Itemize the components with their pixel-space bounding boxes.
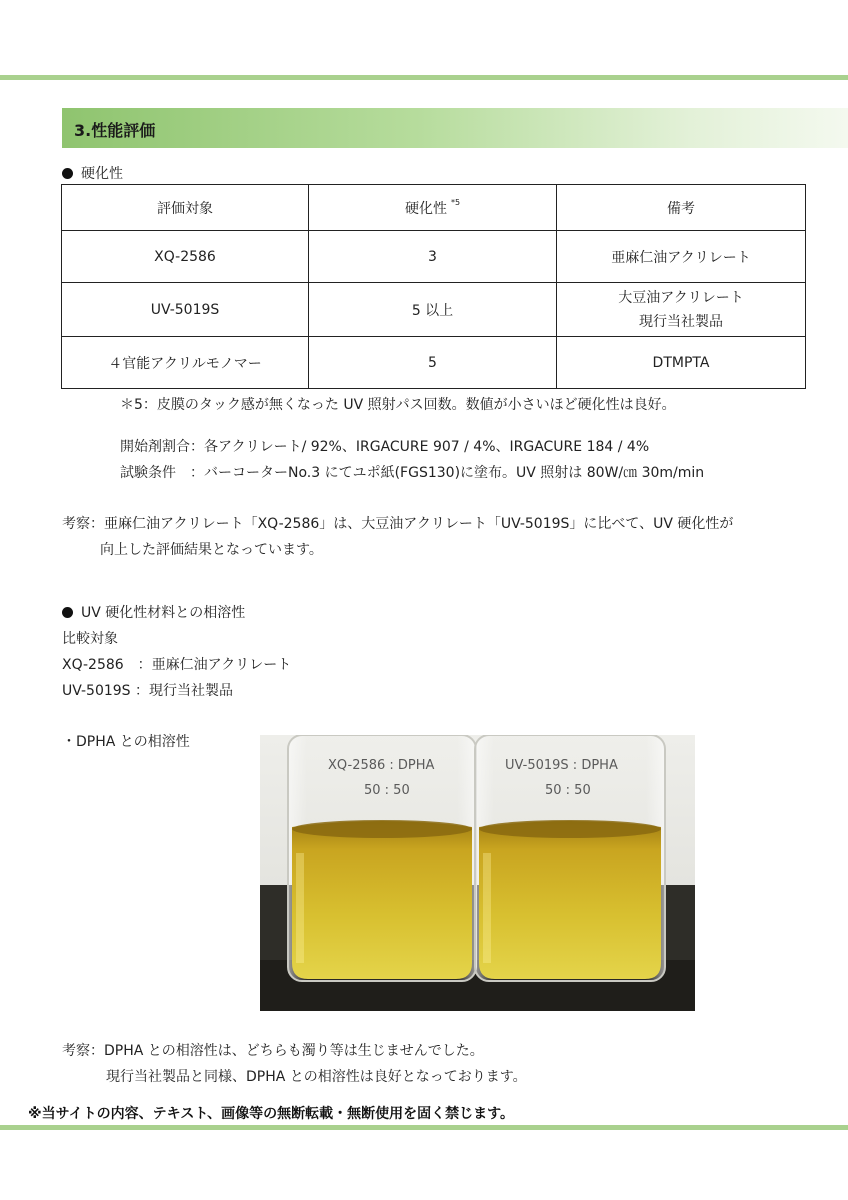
consideration-line: 向上した評価結果となっています。 [100, 542, 323, 558]
table-row [62, 231, 806, 283]
table-cell-target: XQ-2586 [62, 231, 309, 283]
table-header-row [62, 185, 806, 231]
footnote: ＊5：皮膜のタック感が無くなった UV 照射パス回数。数値が小さいほど硬化性は良好。 [120, 397, 676, 413]
footnote-mark: *5 [450, 197, 461, 207]
table-cell-remark: DTMPTA [557, 337, 806, 389]
dpha-subheading: ・DPHA との相溶性 [62, 734, 190, 750]
initiator-ratio: 開始剤割合：各アクリレート/ 92%、IRGACURE 907 / 4%、IRGACURE 184 / 4% [120, 439, 650, 455]
bullet-icon [62, 607, 73, 618]
table-header-remark: 備考 [557, 185, 806, 231]
bottom-divider [0, 1125, 848, 1130]
compat-consideration-line: 現行当社製品と同様、DPHA との相溶性は良好となっております。 [106, 1069, 527, 1085]
table-cell-value: 5 以上 [309, 283, 557, 337]
table-cell-remark: 大豆油アクリレート 現行当社製品 [557, 283, 806, 337]
right-beaker-ratio: 50 : 50 [545, 783, 591, 798]
compare-item: UV-5019S ：現行当社製品 [62, 683, 234, 699]
table-header-target: 評価対象 [62, 185, 309, 231]
section-header [62, 108, 848, 148]
table-cell-value: 3 [309, 231, 557, 283]
right-beaker-label: UV-5019S : DPHA [505, 758, 618, 773]
consideration-line: 考察：亜麻仁油アクリレート「XQ-2586」は、大豆油アクリレート「UV-5019S」に比べて、UV 硬化性が [62, 516, 734, 532]
compare-item: XQ-2586 ：亜麻仁油アクリレート [62, 657, 292, 673]
table-header-hardness: 硬化性 $^{*5}$ [309, 185, 557, 231]
left-beaker-ratio: 50 : 50 [364, 783, 410, 798]
table-cell-value: 5 [309, 337, 557, 389]
top-divider [0, 75, 848, 80]
table-row [62, 337, 806, 389]
test-conditions: 試験条件 ：バーコーターNo.3 にてユポ紙(FGS130)に塗布。UV 照射は 80W/㎝ 30m/min [120, 465, 705, 481]
beakers-photo [260, 735, 695, 1011]
hardness-heading: 硬化性 [62, 163, 123, 183]
table-cell-target: UV-5019S [62, 283, 309, 337]
table-row [62, 283, 806, 337]
hardness-table [61, 184, 806, 389]
left-beaker-label: XQ-2586 : DPHA [328, 758, 435, 773]
section-title: 3.性能評価 [74, 121, 156, 140]
copyright-notice: ※当サイトの内容、テキスト、画像等の無断転載・無断使用を固く禁じます。 [28, 1106, 514, 1122]
compat-heading: UV 硬化性材料との相溶性 [62, 602, 245, 622]
bullet-icon [62, 168, 73, 179]
table-cell-remark: 亜麻仁油アクリレート [557, 231, 806, 283]
compatibility-photo [260, 735, 695, 1011]
compat-consideration-line: 考察：DPHA との相溶性は、どちらも濁り等は生じませんでした。 [62, 1043, 484, 1059]
compare-label: 比較対象 [62, 631, 118, 647]
table-cell-target: ４官能アクリルモノマー [62, 337, 309, 389]
